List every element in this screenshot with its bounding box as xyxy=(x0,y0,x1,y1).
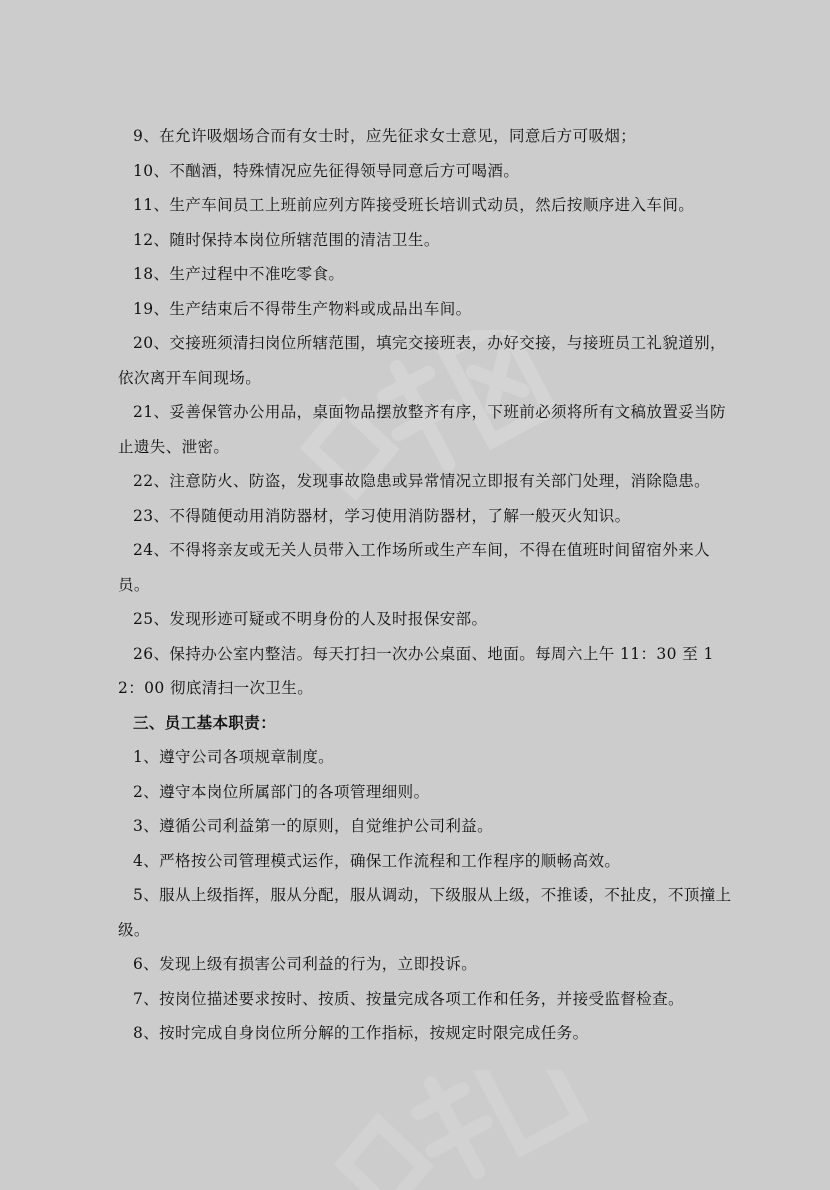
rule-item: 24、不得将亲友或无关人员带入工作场所或生产车间，不得在值班时间留宿外来人员。 xyxy=(118,541,711,594)
rule-item: 18、生产过程中不准吃零食。 xyxy=(133,265,345,283)
duty-item: 5、服从上级指挥，服从分配，服从调动，下级服从上级，不推诿，不扯皮，不顶撞上级。 xyxy=(118,886,732,939)
rule-item: 23、不得随便动用消防器材，学习使用消防器材，了解一般灭火知识。 xyxy=(133,506,631,525)
duty-item: 4、严格按公司管理模式运作，确保工作流程和工作程序的顺畅高效。 xyxy=(133,851,621,870)
rule-item: 19、生产结束后不得带生产物料或成品出车间。 xyxy=(133,299,472,318)
duty-item: 1、遵守公司各项规章制度。 xyxy=(133,748,335,766)
rule-item: 21、妥善保管办公用品，桌面物品摆放整齐有序，下班前必须将所有文稿放置妥当防止遗失、泄密。 xyxy=(118,403,726,456)
rule-item: 12、随时保持本岗位所辖范围的清洁卫生。 xyxy=(133,230,440,249)
rule-item: 26、保持办公室内整洁。每天打扫一次办公桌面、地面。每周六上午 11：30 至 12：00 彻底清扫一次卫生。 xyxy=(118,644,714,697)
duty-item: 2、遵守本岗位所属部门的各项管理细则。 xyxy=(133,782,430,801)
duty-item: 7、按岗位描述要求按时、按质、按量完成各项工作和任务，并接受监督检查。 xyxy=(133,989,684,1008)
watermark-graphic-bottom xyxy=(300,1070,600,1190)
document-body xyxy=(118,119,738,1051)
rule-item: 25、发现形迹可疑或不明身份的人及时报保安部。 xyxy=(133,610,488,628)
rule-item: 10、不酗酒，特殊情况应先征得领导同意后方可喝酒。 xyxy=(133,161,520,180)
duty-item: 6、发现上级有损害公司利益的行为，立即投诉。 xyxy=(133,955,478,973)
rule-item: 20、交接班须清扫岗位所辖范围，填完交接班表，办好交接，与接班员工礼貌道别，依次离开车间现场。 xyxy=(118,334,726,387)
section-heading: 三、员工基本职责： xyxy=(133,712,277,732)
duty-item: 3、遵循公司利益第一的原则，自觉维护公司利益。 xyxy=(133,817,494,835)
rule-item: 11、生产车间员工上班前应列方阵接受班长培训式动员，然后按顺序进入车间。 xyxy=(133,196,695,214)
rule-item: 9、在允许吸烟场合而有女士时，应先征求女士意见，同意后方可吸烟； xyxy=(133,127,637,145)
rule-item: 22、注意防火、防盗，发现事故隐患或异常情况立即报有关部门处理，消除隐患。 xyxy=(133,472,711,490)
duty-item: 8、按时完成自身岗位所分解的工作指标，按规定时限完成任务。 xyxy=(133,1024,589,1042)
